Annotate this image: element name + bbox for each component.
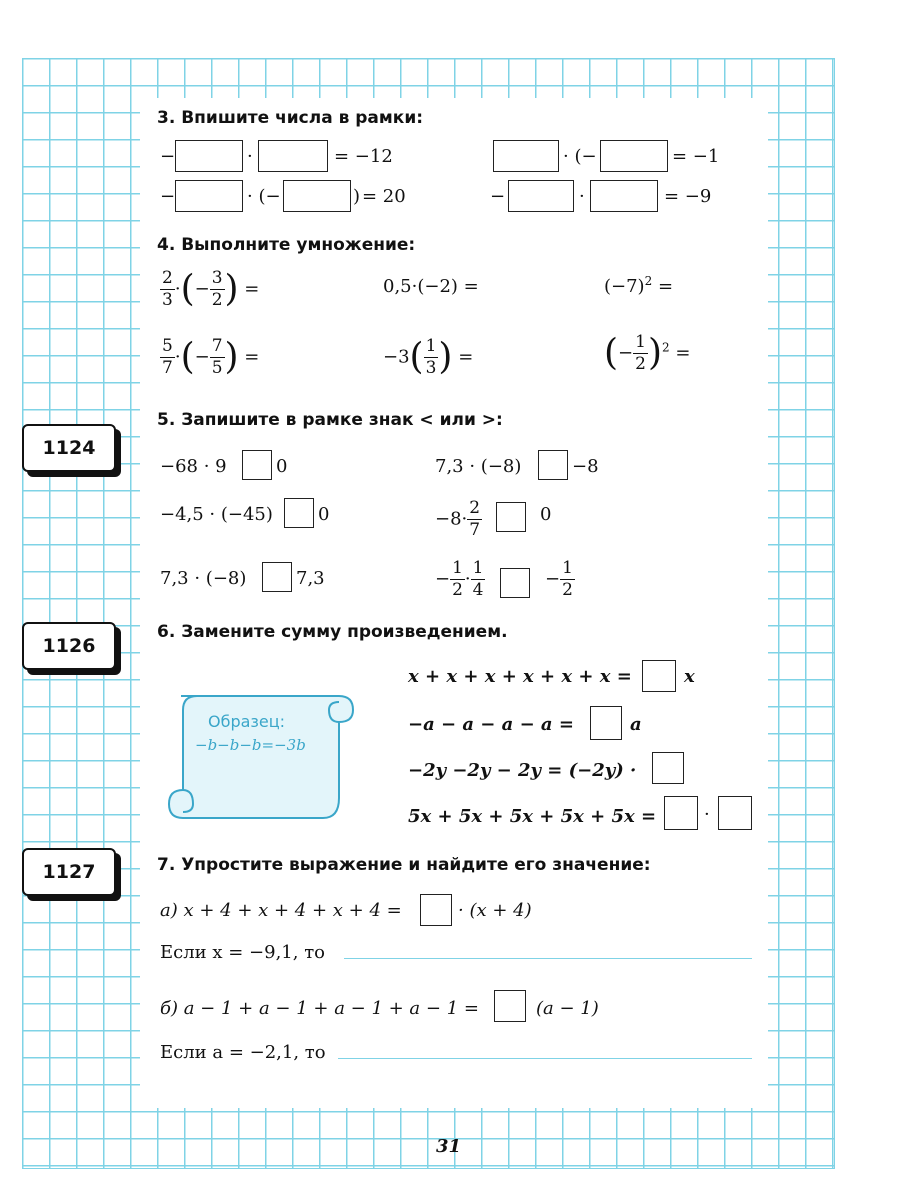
task-4-expr-6: (− $\frac{1}{2}$ )$^2$ =	[604, 332, 691, 374]
task-3-result-1: = −12	[334, 146, 393, 167]
task-4-expr-2: 0,5·(−2) =	[383, 276, 479, 297]
task-3-minus-c: −	[490, 186, 506, 207]
dot: ·	[247, 146, 253, 167]
task-7-box-b[interactable]	[494, 990, 526, 1022]
task-4-expr-4: $\frac{5}{7}$ ·(− $\frac{7}{5}$ ) =	[162, 336, 260, 378]
task-3-box-3[interactable]	[493, 140, 559, 172]
task-3-box-6[interactable]	[283, 180, 351, 212]
task-5-d: −8· $\frac{2}{7}$	[435, 498, 481, 540]
task-6-title: 6. Замените сумму произведением.	[157, 622, 508, 642]
dot-paren: · (−	[247, 186, 281, 207]
task-3-minus-a: −	[160, 146, 176, 167]
task-3-result-4: = −9	[664, 186, 712, 207]
task-7-a-right: · (x + 4)	[458, 900, 532, 921]
task-7-b: б) a − 1 + a − 1 + a − 1 + a − 1 =	[160, 998, 479, 1019]
task-4-expr-3: $(-7)^2$ =	[604, 274, 674, 297]
task-5-d-left: −8·	[435, 508, 468, 530]
task-4-expr-5-int: −3	[383, 346, 410, 368]
task-6-box-3[interactable]	[652, 752, 684, 784]
task-6-sum-2: −a − a − a − a =	[408, 714, 574, 735]
task-6-box-1[interactable]	[642, 660, 676, 692]
answer-line-b[interactable]	[338, 1058, 752, 1059]
dot: ·	[579, 186, 585, 207]
task-6-sum-1-right: x	[684, 666, 695, 687]
task-5-title: 5. Запишите в рамке знак < или >:	[157, 410, 503, 430]
task-5-box-b[interactable]	[538, 450, 568, 480]
task-5-a-right: 0	[276, 456, 288, 477]
task-3-minus-b: −	[160, 186, 176, 207]
task-5-box-e[interactable]	[262, 562, 292, 592]
task-6-sum-1: x + x + x + x + x + x =	[408, 666, 632, 687]
task-7-box-a[interactable]	[420, 894, 452, 926]
task-3-result-3: = 20	[362, 186, 406, 207]
dot-paren: · (−	[563, 146, 597, 167]
dot: ·	[704, 804, 710, 825]
task-6-sum-4: 5x + 5x + 5x + 5x + 5x =	[408, 806, 657, 827]
task-5-box-c[interactable]	[284, 498, 314, 528]
task-5-b: 7,3 · (−8)	[435, 456, 522, 477]
task-7-a: а) x + 4 + x + 4 + x + 4 =	[160, 900, 402, 921]
task-5-box-f[interactable]	[500, 568, 530, 598]
task-3-box-4[interactable]	[600, 140, 668, 172]
tab-1126: 1126	[22, 622, 116, 670]
answer-line-a[interactable]	[344, 958, 752, 959]
task-7-title: 7. Упростите выражение и найдите его значение:	[157, 855, 651, 875]
task-5-box-d[interactable]	[496, 502, 526, 532]
task-4-expr-5: −3( $\frac{1}{3}$ ) =	[383, 336, 474, 378]
task-5-e-right: 7,3	[296, 568, 325, 589]
task-3-title: 3. Впишите числа в рамки:	[157, 108, 424, 128]
task-5-f: − $\frac{1}{2}$ · $\frac{1}{4}$	[435, 558, 484, 600]
task-7-b-if: Если a = −2,1, то	[160, 1042, 326, 1063]
task-5-c: −4,5 · (−45)	[160, 504, 273, 525]
sample-title: Образец:	[208, 712, 286, 731]
task-5-box-a[interactable]	[242, 450, 272, 480]
task-3-box-1[interactable]	[175, 140, 243, 172]
task-5-c-right: 0	[318, 504, 330, 525]
task-6-box-2[interactable]	[590, 706, 622, 740]
page-number: 31	[436, 1136, 462, 1157]
task-7-b-right: (a − 1)	[536, 998, 599, 1019]
task-3-box-8[interactable]	[590, 180, 658, 212]
task-6-sum-3: −2y −2y − 2y = (−2y) ·	[408, 760, 637, 781]
task-5-f-right: − $\frac{1}{2}$	[545, 558, 573, 600]
task-3-box-2[interactable]	[258, 140, 328, 172]
task-6-sum-2-right: a	[630, 714, 642, 735]
task-5-e: 7,3 · (−8)	[160, 568, 247, 589]
task-3-box-7[interactable]	[508, 180, 574, 212]
task-5-a: −68 · 9	[160, 456, 227, 477]
task-4-title: 4. Выполните умножение:	[157, 235, 416, 255]
task-4-expr-1: $\frac{2}{3}$ ·(− $\frac{3}{2}$ ) =	[162, 268, 260, 310]
tab-1124: 1124	[22, 424, 116, 472]
tab-1127: 1127	[22, 848, 116, 896]
task-5-d-right: 0	[540, 504, 552, 525]
task-6-box-4[interactable]	[664, 796, 698, 830]
close-paren: )	[353, 186, 361, 207]
task-6-box-5[interactable]	[718, 796, 752, 830]
task-5-b-right: −8	[572, 456, 599, 477]
task-3-box-5[interactable]	[175, 180, 243, 212]
task-3-result-2: = −1	[672, 146, 720, 167]
sample-scroll-icon	[163, 688, 358, 828]
sample-expression: −b−b−b=−3b	[195, 736, 306, 754]
task-7-a-if: Если x = −9,1, то	[160, 942, 325, 963]
